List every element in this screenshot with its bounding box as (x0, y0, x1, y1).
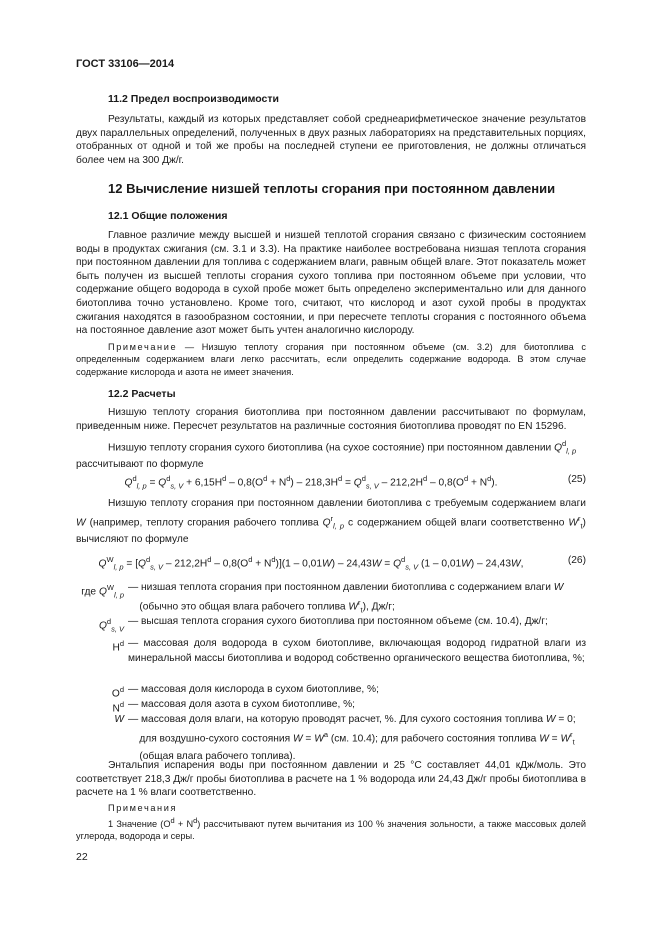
section-11-2-text: Результаты, каждый из которых представляет собой среднеарифметическое значение результатов двух параллельных определений, полученных в двух разных лабораториях на представительных порциях, отобранных от одной и той же пробы на последней ступени ее приготовления, не должны отличаться более чем на 300 Дж/г. (76, 114, 586, 166)
formula-25: $Q^d_{l, p} = Q^d_{s, V} + 6,15H^d - 0,8(O^d + N^d) - 218,3H^d = Q^d_{s, V} - 212,2H^d - 0,8(O^d + N^d)$. (25) (124, 474, 586, 491)
section-12-1-text: Главное различие между высшей и низшей теплотой сгорания связано с физическим состоянием воды в продуктах сжигания (см. 3.1 и 3.3). На практике наиболее востребована низшая теплота сгорания при постоянном давлении для топлива с содержанием влаги, равным общей влаге. Этот показатель может быть получен из высшей теплоты сгорания сухого топлива при постоянном объеме при условии, что содержание общего водорода в сухой пробе может быть определено экспериментально или для данного биотоплива точно установлено. Кроме того, считают, что кислород и азот сухой пробы в продуктах сжигания находятся в газообразном состоянии, и при пересчете теплоты сгорания с постоянного объема на постоянное давление азот может быть учтен аналогично кислороду. (76, 230, 586, 337)
note-1: 1 Значение $(O^d + N^d)$ рассчитывают путем вычитания из 100 % значения зольности, а также массовых долей углерода, водорода и серы. (76, 816, 586, 842)
notes-label: Примечания (108, 803, 178, 813)
section-12-1-note (76, 341, 586, 378)
section-12-2-p2: Низшую теплоту сгорания сухого биотоплива (на сухое состояние) при постоянном давлении $Q^d_{l, p}$ рассчитывают по формуле (76, 439, 577, 471)
section-12-1-title: 12.1 Общие положения (108, 210, 228, 222)
doc-header: ГОСТ 33106—2014 (76, 58, 175, 70)
note-text: — Низшую теплоту сгорания при постоянном объеме (см. 3.2) для биотоплива с определенным содержанием влаги легко рассчитать, если определить содержание водорода. В этом случае содержание кислорода и азота не имеет значения. (76, 342, 586, 377)
section-12-2-p4: Энтальпия испарения воды при постоянном давлении и 25 °С составляет 44,01 кДж/моль. Это соответствует 218,3 Дж/г пробы биотоплива в расчете на 1 % водорода или 24,43 Дж/г пробы биотоплива в расчете на 1 % влаги соответственно. (76, 760, 586, 799)
section-12-title: 12 Вычисление низшей теплоты сгорания при постоянном давлении (108, 181, 556, 196)
formula-26: $Q^W_{l, p} = [Q^d_{s, V} - 212,2H^d - 0,8(O^d + N^d)](1 - 0,01W) - 24,43W = Q^d_{s, V}$ (1 – 0,01W) – 24,43W, (26) (98, 555, 586, 572)
section-12-2-p3: Низшую теплоту сгорания при постоянном давлении биотоплива с требуемым содержанием влаги W (например, теплоту сгорания рабочего топлива $Q^r_{l, p}$ с содержанием общей влаги соответственно $W^r_t$) вычисляют по формуле (76, 498, 586, 546)
section-11-2-title: 11.2 Предел воспроизводимости (108, 93, 279, 105)
formula-26-number: (26) (567, 555, 586, 566)
document-page: ГОСТ 33106—2014 11.2 Предел воспроизводимости Результаты, каждый из которых представляет собой среднеарифметическое значение результатов двух параллельных определений, полученных в двух разных лабораториях на представительных порциях, отобранных от одной и той же пробы на последней ступени ее приготовления, не должны отличаться более чем на 300 Дж/г. 12 Вычисление низшей теплоты сгорания при постоянном давлении 12.1 Общие положения Главное различие между высшей и низшей теплотой сгорания связано с физическим состоянием воды в продуктах сжигания (см. 3.1 и 3.3). На практике наиболее востребована низшая теплота сгорания при постоянном давлении для топлива с содержанием влаги, равным общей влаге. Этот показатель может быть получен из высшей теплоты сгорания сухого топлива при постоянном объеме при условии, что содержание общего водорода в сухой пробе может быть определено экспериментально или для данного биотоплива точно установлено. Кроме того, считают, что кислород и азот сухой пробы в продуктах сжигания находятся в газообразном состоянии, и при пересчете теплоты сгорания с постоянного объема на постоянное давление азот может быть учтен аналогично кислороду. Примечание — Низшую теплоту сгорания при постоянном объеме (см. 3.2) для биотоплива с определенным содержанием влаги легко рассчитать, если определить содержание водорода. В этом случае содержание кислорода и азота не имеет значения. 12.2 Расчеты Низшую теплоту сгорания биотоплива при постоянном давлении рассчитывают по формулам, приведенным ниже. Пересчет результатов на различные состояния биотоплива проводят по EN 15296. Низшую теплоту сгорания сухого биотоплива (на сухое состояние) при постоянном давлении $Q^d_{l, p}$ рассчитывают по формуле $Q^d_{l, p} = Q^d_{s, V} + 6,15H^d - 0,8(O^d + N^d) - 218,3H^d = Q^d_{s, V} - 212,2H^d - 0,8(O^d + N^d)$. (25) Низшую теплоту сгорания при постоянном давлении биотоплива с требуемым содержанием влаги W (например, теплоту сгорания рабочего топлива $Q^r_{l, p}$ с содержанием общей влаги соответственно $W^r_t$) вычисляют по формуле $Q^W_{l, p} = [Q^d_{s, V} - 212,2H^d - 0,8(O^d + N^d)](1 - 0,01W) - 24,43W = Q^d_{s, V}$ (1 – 0,01W) – 24,43W, (26) где $Q^W_{l, p}$ — низшая теплота сгорания при постоянном давлении биотоплива с содержанием влаги W (обычно это общая влага рабочего топлива $W^r_t$), Дж/г; $Q^d_{s, V}$ — высшая теплота сгорания сухого биотоплива при постоянном объеме (см. 10.4), Дж/г; $H^d$ — массовая доля водорода в сухом биотопливе, включающая водород гидратной влаги из минеральной массы биотоплива и водород собственно органического вещества биотоплива, %; $O^d$ — массовая доля кислорода в сухом биотопливе, %; $N^d$ — массовая доля азота в сухом биотопливе, %; W — массовая доля влаги, на которую проводят расчет, %. Для сухого состояния топлива W = 0; для воздушно-сухого состояния $W = W^a$ (см. 10.4); для рабочего состояния топлива $W = W^r_t$ (общая влага рабочего топлива). Энтальпия испарения воды при постоянном давлении и 25 °С составляет 44,01 кДж/моль. Это соответствует 218,3 Дж/г пробы биотоплива в расчете на 1 % водорода или 24,43 Дж/г пробы биотоплива в расчете на 1 % влаги соответственно. Примечания 1 Значение $(O^d + N^d)$ рассчитывают путем вычитания из 100 % значения зольности, а также массовых долей углерода, водорода и серы. 22 (76, 58, 586, 863)
note-label: Примечание (108, 342, 178, 352)
formula-25-number: (25) (567, 474, 586, 485)
section-12-2-p1: Низшую теплоту сгорания биотоплива при постоянном давлении рассчитывают по формулам, приведенным ниже. Пересчет результатов на различные состояния биотоплива проводят по EN 15296. (76, 407, 586, 432)
section-12-2-title: 12.2 Расчеты (108, 388, 176, 400)
page-number: 22 (76, 851, 88, 863)
